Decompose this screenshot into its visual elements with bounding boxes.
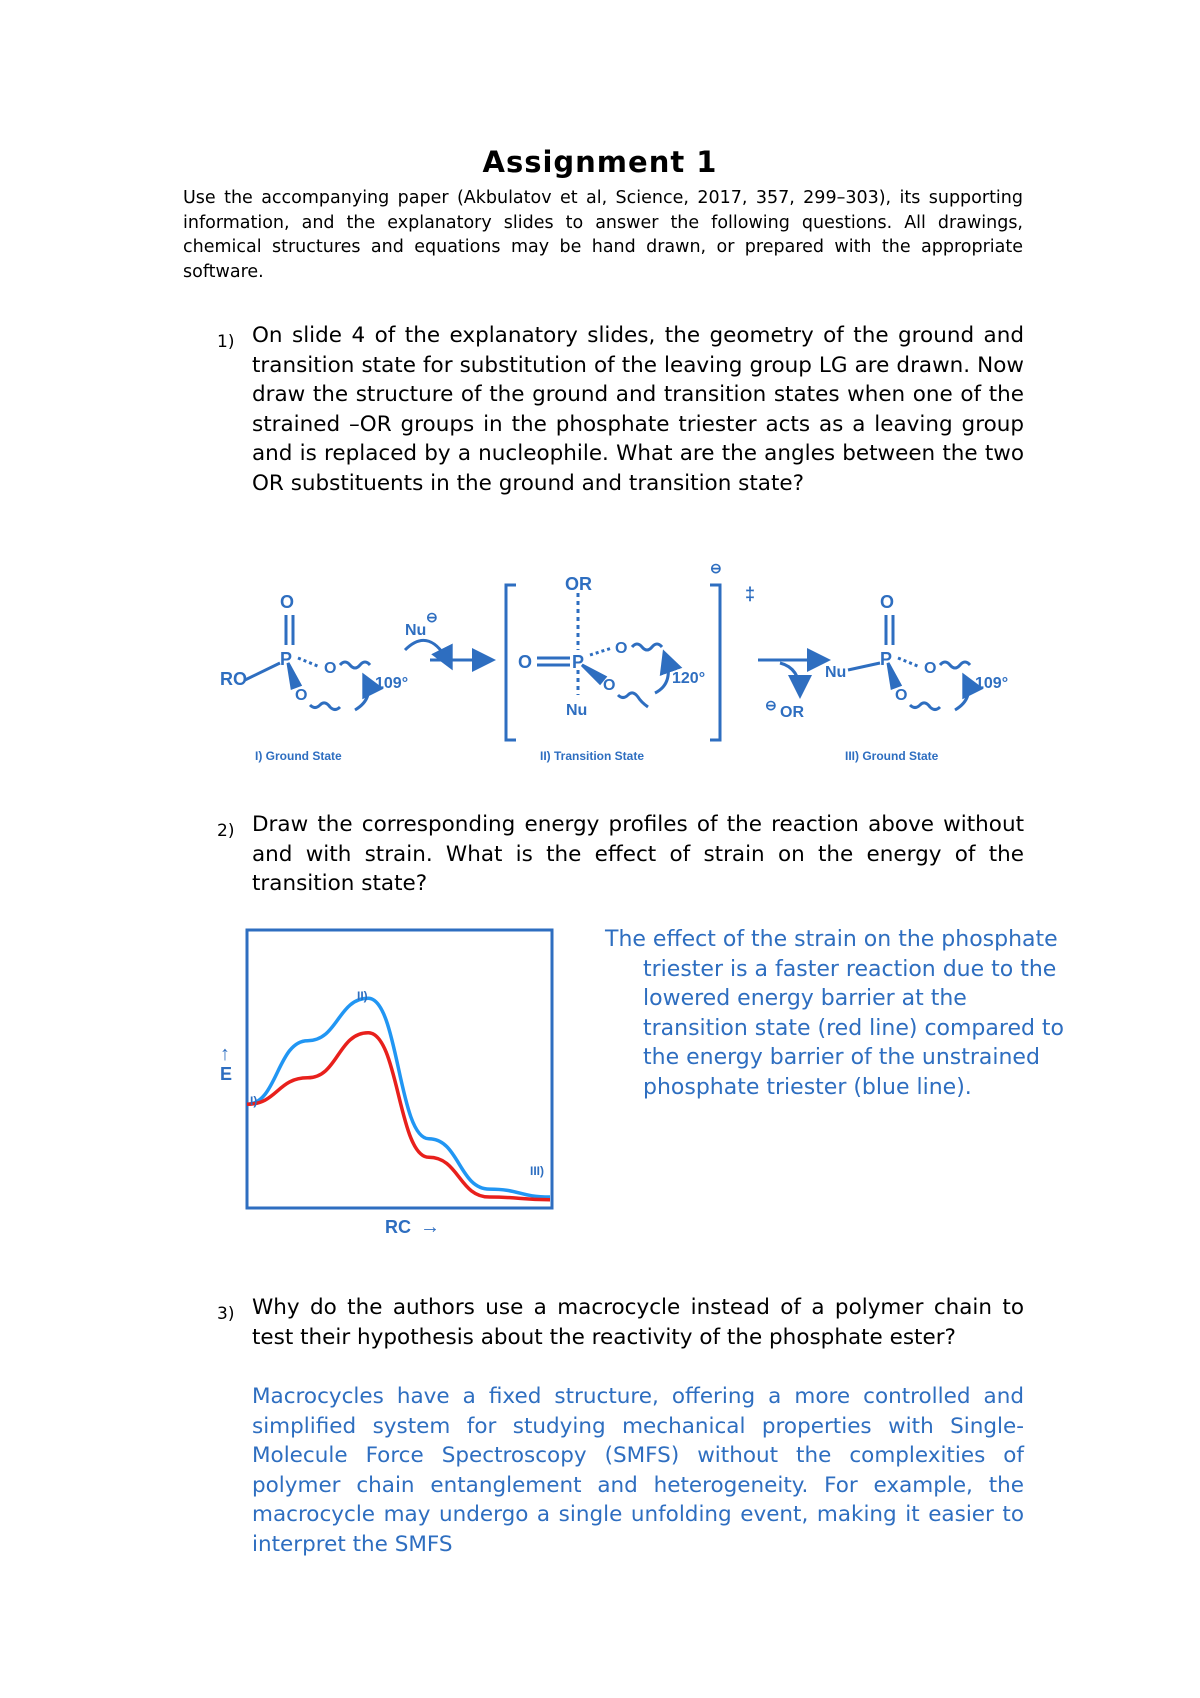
reaction-scheme bbox=[200, 555, 1080, 780]
nucleophile: Nu bbox=[405, 622, 427, 639]
answer-2: The effect of the strain on the phosphate triester is a faster reaction due to the lowered energy barrier at the transition state (red line) compared to the energy barrier of the unstrained phosphate triester (blue line). bbox=[605, 927, 1065, 1100]
ts-dagger: ‡ bbox=[745, 584, 756, 604]
x-axis-label: RC bbox=[385, 1217, 411, 1237]
ts-nu: Nu bbox=[566, 702, 588, 719]
gs1-o: O bbox=[280, 592, 295, 612]
annotation-iii: III) bbox=[530, 1164, 544, 1178]
nu-charge: ⊖ bbox=[426, 609, 438, 625]
question-number: 1) bbox=[217, 332, 235, 352]
gs2-caption: III) Ground State bbox=[845, 749, 939, 763]
gs1-o2: O bbox=[324, 660, 337, 677]
gs1-angle: 109° bbox=[375, 675, 409, 692]
answer-3: Macrocycles have a fixed structure, offering a more controlled and simplified system for studying mechanical properties with Single-Molecule Force Spectroscopy (SMFS) without the complexities of polymer chain entanglement and heterogeneity. For example, the macrocycle may undergo a single unfolding event, making it easier to interpret the SMFS bbox=[252, 1384, 1024, 1557]
gs1-o3: O bbox=[295, 687, 308, 704]
ts-o: O bbox=[518, 652, 533, 672]
gs2-o: O bbox=[880, 592, 895, 612]
ts-angle: 120° bbox=[672, 670, 706, 687]
series-strained bbox=[247, 1033, 550, 1200]
gs1-p: P bbox=[280, 649, 293, 669]
page-title: Assignment 1 bbox=[482, 145, 718, 179]
gs2-o3: O bbox=[895, 687, 908, 704]
gs2-p: P bbox=[880, 649, 893, 669]
intro-paragraph: Use the accompanying paper (Akbulatov et al, Science, 2017, 357, 299–303), its supporting information, and the explanatory slides to answer the following questions. All drawings, chemical structures and equations may be hand drawn, or prepared with the appropriate software. bbox=[183, 188, 1023, 282]
question-3: Why do the authors use a macrocycle instead of a polymer chain to test their hypothesis about the reactivity of the phosphate ester? bbox=[252, 1295, 1024, 1350]
ts-o2: O bbox=[615, 640, 628, 657]
x-arrow: → bbox=[420, 1216, 440, 1238]
question-number: 2) bbox=[217, 821, 235, 841]
annotation-i: I) bbox=[250, 1094, 258, 1108]
gs1-ro: RO bbox=[220, 669, 247, 689]
ts-or: OR bbox=[565, 574, 592, 594]
leaving-group: OR bbox=[780, 704, 804, 721]
ts-caption: II) Transition State bbox=[540, 749, 645, 763]
question-1: On slide 4 of the explanatory slides, the geometry of the ground and transition state for substitution of the leaving group LG are drawn. Now draw the structure of the ground and transition states when one of the strained –OR groups in the phosphate triester acts as a leaving group and is replaced by a nucleophile. What are the angles between the two OR substituents in the ground and transition state? bbox=[252, 323, 1024, 496]
question-2: Draw the corresponding energy profiles of the reaction above without and with strain. What is the effect of strain on the energy of the transition state? bbox=[252, 812, 1024, 896]
y-arrow: ↑ bbox=[220, 1043, 230, 1065]
y-axis-label: E bbox=[220, 1064, 233, 1084]
gs1-caption: I) Ground State bbox=[255, 749, 342, 763]
gs2-nu: Nu bbox=[825, 664, 847, 681]
gs2-angle: 109° bbox=[975, 675, 1009, 692]
question-number: 3) bbox=[217, 1304, 235, 1324]
annotation-ii: II) bbox=[357, 989, 368, 1003]
energy-profile-chart bbox=[210, 920, 560, 1240]
lg-charge: ⊖ bbox=[765, 697, 777, 713]
ts-o3: O bbox=[603, 677, 616, 694]
ts-p: P bbox=[572, 652, 585, 672]
gs2-o2: O bbox=[924, 660, 937, 677]
ts-charge: ⊖ bbox=[710, 560, 722, 576]
